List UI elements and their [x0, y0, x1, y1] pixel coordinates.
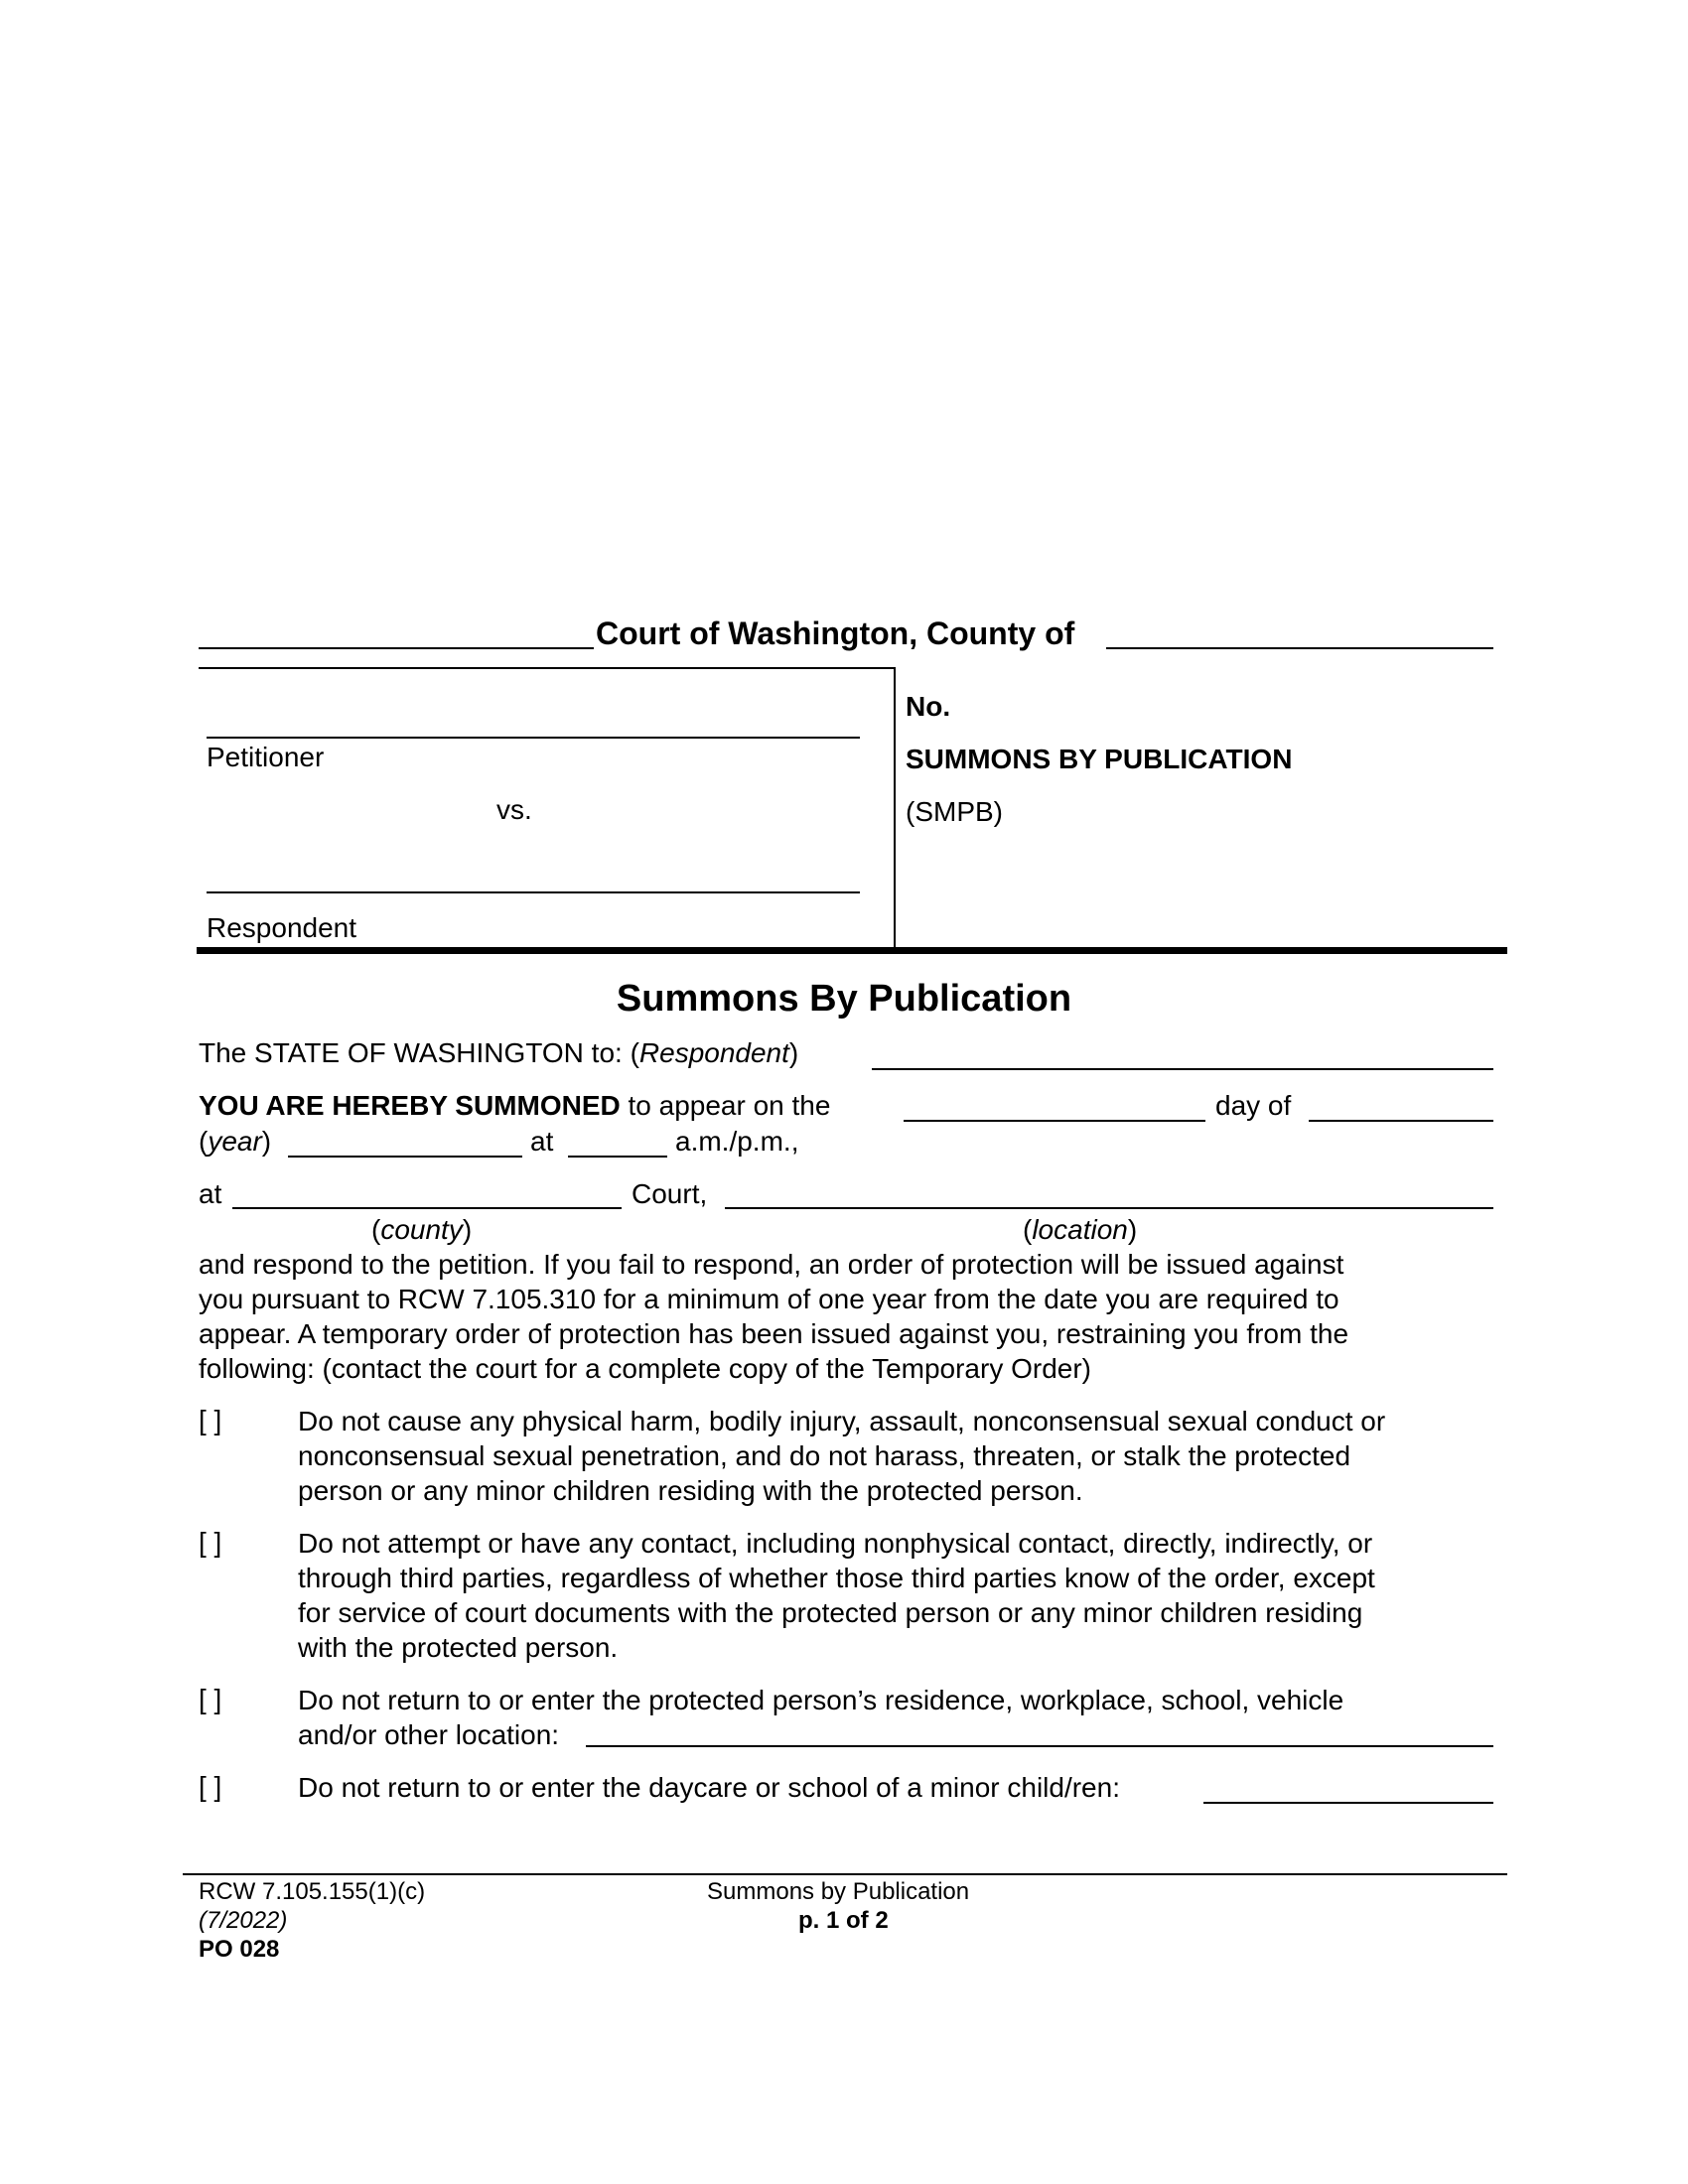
county-caption-close: ): [462, 1214, 473, 1245]
caption-bottom-rule: [197, 947, 1507, 954]
restraint-item-1: [298, 1404, 1499, 1508]
footer-form-number: PO 028: [199, 1936, 280, 1963]
restraint-item-2: [298, 1526, 1499, 1665]
page-heading: Summons By Publication: [616, 978, 1072, 1020]
footer-date: (7/2022): [199, 1907, 288, 1934]
paragraph-line: you pursuant to RCW 7.105.310 for a minimum of one year from the date you are required to: [199, 1284, 1339, 1314]
paragraph-line: appear. A temporary order of protection has been issued against you, restraining you from the: [199, 1318, 1349, 1349]
restraint-line: Do not attempt or have any contact, including nonphysical contact, directly, indirectly, or: [298, 1528, 1373, 1559]
paragraph-line: following: (contact the court for a complete copy of the Temporary Order): [199, 1353, 1092, 1384]
restraint-checkbox-1[interactable]: [ ]: [199, 1405, 222, 1435]
court-header: Court of Washington, County of: [596, 615, 1075, 651]
at-label: at: [530, 1126, 554, 1157]
vs-label: vs.: [496, 794, 532, 825]
county-name-blank[interactable]: [1106, 647, 1493, 649]
restraint-line: for service of court documents with the protected person or any minor children residing: [298, 1597, 1363, 1628]
county-court-blank[interactable]: [199, 647, 594, 649]
restraint-line: Do not return to or enter the protected person’s residence, workplace, school, vehicle: [298, 1685, 1344, 1715]
county-caption-italic: county: [380, 1214, 463, 1245]
month-blank[interactable]: [1309, 1120, 1493, 1122]
other-location-blank[interactable]: [586, 1745, 1493, 1747]
restraint-checkbox-2[interactable]: [ ]: [199, 1527, 222, 1558]
state-suffix: ): [788, 1037, 799, 1068]
restraint-checkbox-4[interactable]: [ ]: [199, 1771, 222, 1802]
year-open: (: [199, 1126, 209, 1157]
summoned-bold: YOU ARE HEREBY SUMMONED: [199, 1090, 621, 1121]
restraint-checkbox-3[interactable]: [ ]: [199, 1684, 222, 1714]
at-label-2: at: [199, 1178, 222, 1209]
restraint-item-3: [298, 1683, 1499, 1752]
summoned-rest: to appear on the: [620, 1090, 831, 1121]
petitioner-label: Petitioner: [207, 742, 325, 772]
footer-rule: [183, 1873, 1507, 1875]
year-blank[interactable]: [288, 1156, 522, 1158]
respondent-label: Respondent: [207, 912, 357, 943]
case-number-label: No.: [906, 691, 951, 722]
day-of-label: day of: [1215, 1090, 1292, 1121]
restraint-line: with the protected person.: [298, 1632, 619, 1663]
year-label: [199, 1125, 271, 1159]
summoned-line: [199, 1089, 830, 1123]
petitioner-blank[interactable]: [207, 737, 860, 739]
respondent-blank[interactable]: [207, 891, 860, 893]
county-caption-open: (: [371, 1214, 381, 1245]
summons-paragraph: [199, 1247, 1499, 1386]
state-line: [199, 1036, 798, 1070]
location-blank[interactable]: [725, 1207, 1493, 1209]
location-caption: [1023, 1213, 1137, 1247]
restraint-line: through third parties, regardless of whether those third parties know of the order, except: [298, 1563, 1375, 1593]
restraint-line: and/or other location:: [298, 1719, 560, 1750]
restraint-item-4: [298, 1770, 1499, 1805]
footer-page-number: p. 1 of 2: [798, 1907, 889, 1934]
county-blank[interactable]: [232, 1207, 622, 1209]
footer-title: Summons by Publication: [707, 1878, 970, 1905]
footer-rcw: RCW 7.105.155(1)(c): [199, 1878, 426, 1905]
document-title: SUMMONS BY PUBLICATION: [906, 744, 1293, 774]
location-caption-italic: location: [1032, 1214, 1128, 1245]
paragraph-line: and respond to the petition. If you fail to respond, an order of protection will be issued against: [199, 1249, 1344, 1280]
time-blank[interactable]: [568, 1156, 667, 1158]
year-italic: year: [208, 1126, 262, 1157]
year-close: ): [261, 1126, 272, 1157]
respondent-name-blank[interactable]: [872, 1068, 1493, 1070]
day-blank[interactable]: [904, 1120, 1205, 1122]
location-caption-open: (: [1023, 1214, 1033, 1245]
state-prefix: The STATE OF WASHINGTON to: (: [199, 1037, 639, 1068]
location-caption-close: ): [1127, 1214, 1138, 1245]
county-caption: [371, 1213, 472, 1247]
court-label: Court,: [632, 1178, 708, 1209]
document-abbreviation: (SMPB): [906, 796, 1003, 827]
restraint-line: person or any minor children residing with the protected person.: [298, 1475, 1083, 1506]
caption-top-rule: [199, 667, 894, 669]
restraint-line: Do not return to or enter the daycare or school of a minor child/ren:: [298, 1772, 1120, 1803]
respondent-italic: Respondent: [638, 1037, 789, 1068]
caption-divider: [894, 667, 896, 949]
daycare-school-blank[interactable]: [1203, 1802, 1493, 1804]
restraint-line: Do not cause any physical harm, bodily injury, assault, nonconsensual sexual conduct or: [298, 1406, 1386, 1436]
restraint-line: nonconsensual sexual penetration, and do not harass, threaten, or stalk the protected: [298, 1440, 1351, 1471]
ampm-label: a.m./p.m.,: [675, 1126, 799, 1157]
